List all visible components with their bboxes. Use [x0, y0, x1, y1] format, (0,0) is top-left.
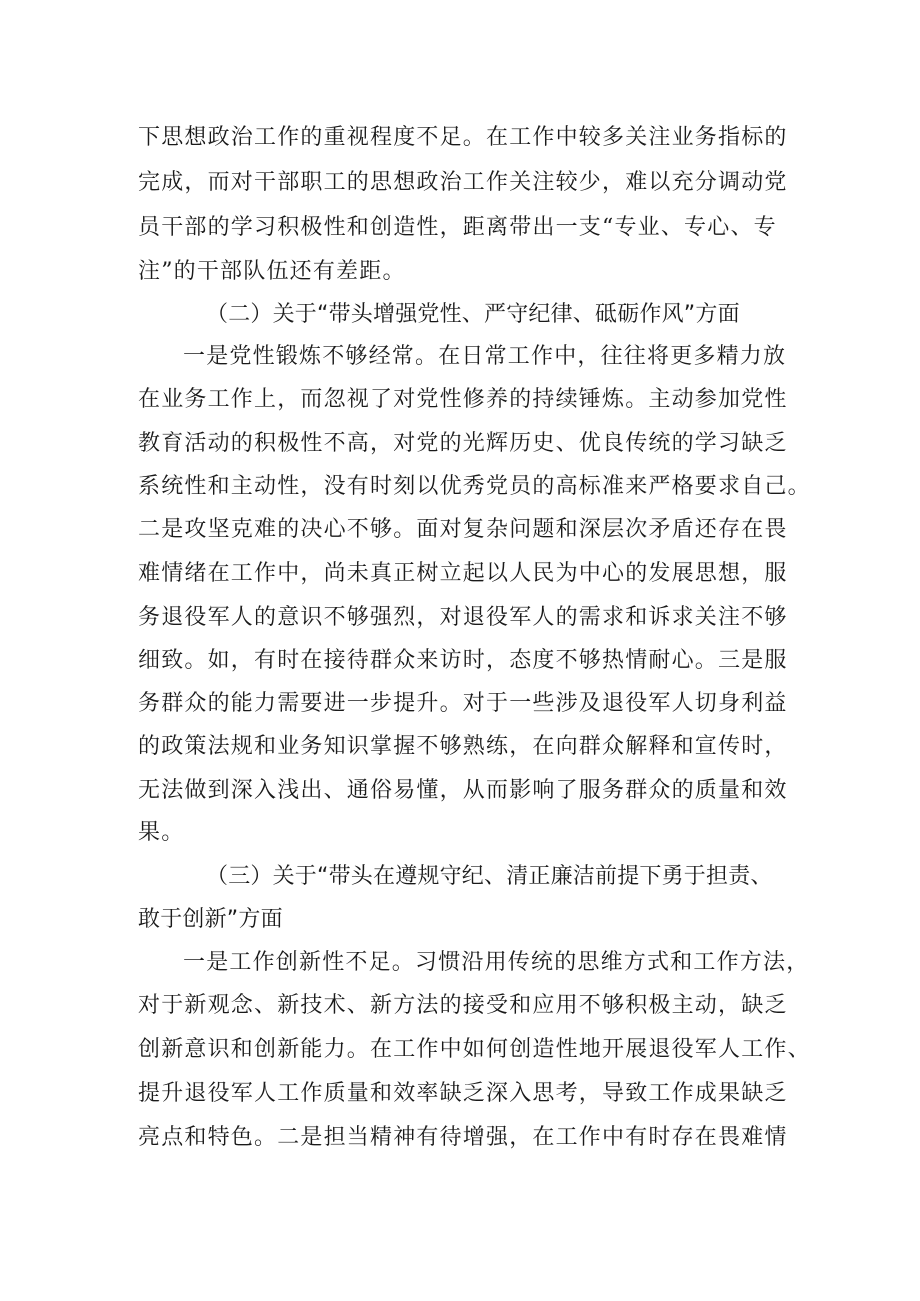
- body-text-line: 下思想政治工作的重视程度不足。在工作中较多关注业务指标的: [138, 125, 788, 150]
- body-text-line: 注”的干部队伍还有差距。: [138, 259, 406, 284]
- body-text-line: 务退役军人的意识不够强烈，对退役军人的需求和诉求关注不够: [138, 605, 788, 630]
- body-text-line: 系统性和主动性，没有时刻以优秀党员的高标准来严格要求自己。: [138, 474, 811, 499]
- body-text-line: 一是工作创新性不足。习惯沿用传统的思维方式和工作方法，: [183, 950, 810, 975]
- body-text-line: 创新意识和创新能力。在工作中如何创造性地开展退役军人工作、: [138, 1037, 811, 1062]
- body-text-line: 务群众的能力需要进一步提升。对于一些涉及退役军人切身利益: [138, 691, 788, 716]
- body-text-line: 对于新观念、新技术、新方法的接受和应用不够积极主动，缺乏: [138, 993, 788, 1018]
- body-text-line: 难情绪在工作中，尚未真正树立起以人民为中心的发展思想，服: [138, 561, 788, 586]
- body-text-line: 的政策法规和业务知识掌握不够熟练，在向群众解释和宣传时，: [138, 734, 788, 759]
- body-text-line: 无法做到深入浅出、通俗易懂，从而影响了服务群众的质量和效: [138, 778, 788, 803]
- body-text-line: 二是攻坚克难的决心不够。面对复杂问题和深层次矛盾还存在畏: [138, 517, 788, 542]
- section-heading-three: （三）关于“带头在遵规守纪、清正廉洁前提下勇于担责、: [206, 864, 773, 889]
- body-text-line: 果。: [138, 820, 185, 845]
- body-text-line: 完成，而对干部职工的思想政治工作关注较少，难以充分调动党: [138, 170, 788, 195]
- body-text-line: 在业务工作上，而忽视了对党性修养的持续锤炼。主动参加党性: [138, 387, 788, 412]
- body-text-line: 细致。如，有时在接待群众来访时，态度不够热情耐心。三是服: [138, 648, 788, 673]
- body-text-line: 员干部的学习积极性和创造性，距离带出一支“专业、专心、专: [138, 215, 777, 240]
- section-heading-three-cont: 敢于创新”方面: [138, 907, 283, 932]
- body-text-line: 一是党性锻炼不够经常。在日常工作中，往往将更多精力放: [183, 344, 787, 369]
- body-text-line: 教育活动的积极性不高，对党的光辉历史、优良传统的学习缺乏: [138, 431, 788, 456]
- body-text-line: 提升退役军人工作质量和效率缺乏深入思考，导致工作成果缺乏: [138, 1081, 788, 1106]
- section-heading-two: （二）关于“带头增强党性、严守纪律、砥砺作风”方面: [206, 302, 740, 327]
- body-text-line: 亮点和特色。二是担当精神有待增强，在工作中有时存在畏难情: [138, 1125, 788, 1150]
